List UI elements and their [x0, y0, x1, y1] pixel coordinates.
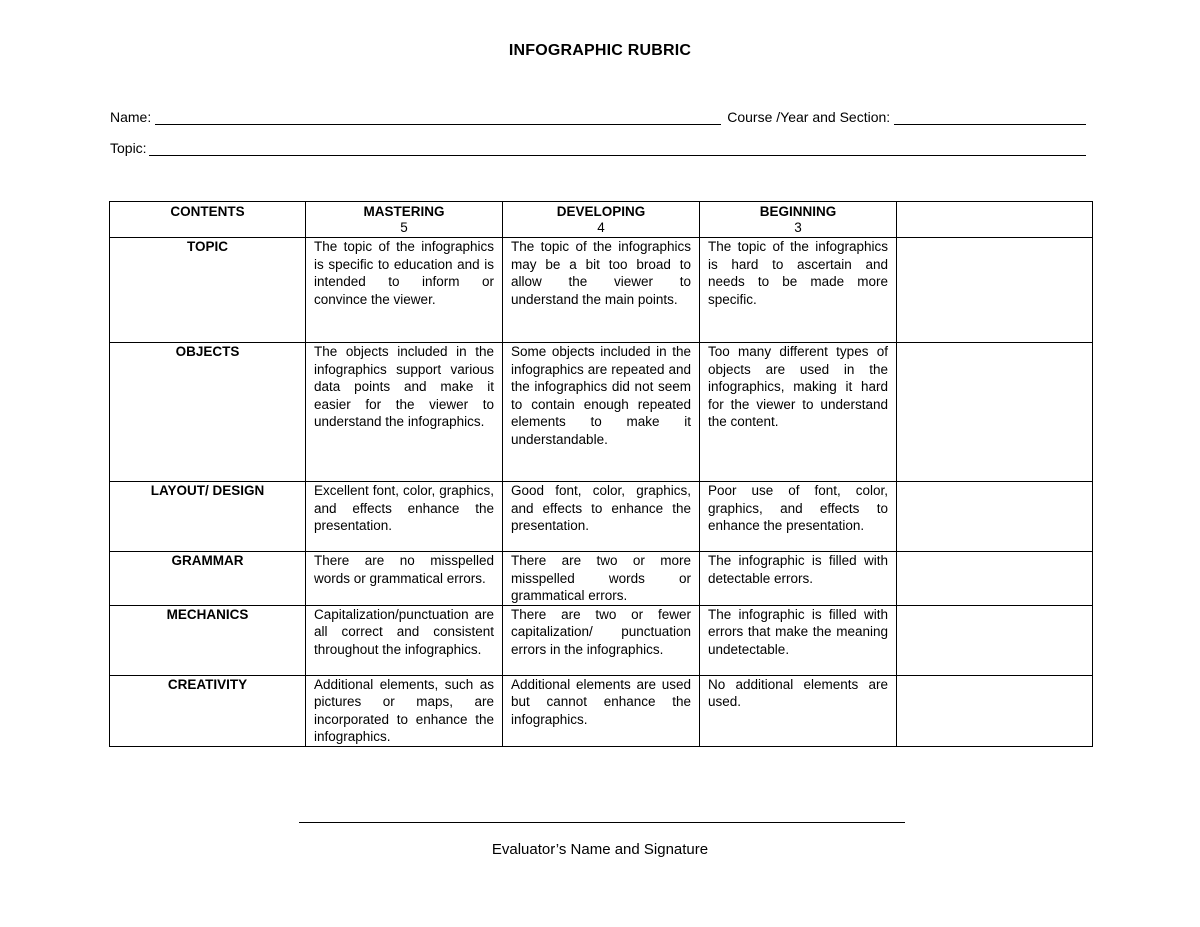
criterion-mechanics: MECHANICS	[110, 605, 306, 675]
table-row	[110, 238, 1093, 343]
cell-beginning: The topic of the infographics is hard to ascertain and needs to be made more specific.	[700, 238, 897, 343]
criterion-topic: TOPIC	[110, 238, 306, 343]
header-mastering	[306, 202, 503, 238]
cell-mastering: There are no misspelled words or grammatical errors.	[306, 552, 503, 606]
table-row	[110, 675, 1093, 746]
table-row	[110, 343, 1093, 482]
cell-developing: Additional elements are used but cannot enhance the infographics.	[503, 675, 700, 746]
header-mastering-score: 5	[400, 220, 408, 235]
cell-mastering: The topic of the infographics is specific to education and is intended to inform or convince the viewer.	[306, 238, 503, 343]
topic-row	[110, 140, 1086, 156]
header-row	[110, 202, 1093, 238]
signature-line[interactable]	[299, 822, 905, 823]
cell-score-empty[interactable]	[897, 238, 1093, 343]
cell-developing: Good font, color, graphics, and effects to enhance the presentation.	[503, 482, 700, 552]
criterion-grammar: GRAMMAR	[110, 552, 306, 606]
header-developing-label: DEVELOPING	[556, 204, 646, 219]
cell-beginning: No additional elements are used.	[700, 675, 897, 746]
cell-beginning: Too many different types of objects are used in the infographics, making it hard for the viewer to understand the content.	[700, 343, 897, 482]
cell-score-empty[interactable]	[897, 552, 1093, 606]
topic-label: Topic:	[110, 140, 147, 156]
header-beginning	[700, 202, 897, 238]
cell-developing: There are two or more misspelled words or grammatical errors.	[503, 552, 700, 606]
cell-beginning: The infographic is filled with errors that make the meaning undetectable.	[700, 605, 897, 675]
cell-score-empty[interactable]	[897, 343, 1093, 482]
name-label: Name:	[110, 109, 152, 125]
cell-mastering: Capitalization/punctuation are all correct and consistent throughout the infographics.	[306, 605, 503, 675]
criterion-creativity: CREATIVITY	[110, 675, 306, 746]
header-contents: CONTENTS	[110, 202, 306, 238]
criterion-objects: OBJECTS	[110, 343, 306, 482]
course-blank-line[interactable]	[894, 111, 1086, 125]
cell-score-empty[interactable]	[897, 605, 1093, 675]
cell-beginning: The infographic is filled with detectable errors.	[700, 552, 897, 606]
header-beginning-score: 3	[794, 220, 802, 235]
cell-developing: Some objects included in the infographics are repeated and the infographics did not seem to contain enough repeated elements to make it understandable.	[503, 343, 700, 482]
table-row	[110, 605, 1093, 675]
cell-mastering: Additional elements, such as pictures or maps, are incorporated to enhance the infographics.	[306, 675, 503, 746]
cell-score-empty[interactable]	[897, 675, 1093, 746]
name-course-row	[110, 109, 1086, 125]
cell-mastering: Excellent font, color, graphics, and effects enhance the presentation.	[306, 482, 503, 552]
cell-score-empty[interactable]	[897, 482, 1093, 552]
cell-developing: There are two or fewer capitalization/ punctuation errors in the infographics.	[503, 605, 700, 675]
cell-beginning: Poor use of font, color, graphics, and effects to enhance the presentation.	[700, 482, 897, 552]
course-label: Course /Year and Section:	[727, 109, 891, 125]
name-blank-line[interactable]	[155, 111, 721, 125]
topic-blank-line[interactable]	[149, 142, 1086, 156]
header-developing-score: 4	[597, 220, 605, 235]
header-developing	[503, 202, 700, 238]
rubric-table	[109, 201, 1093, 747]
cell-developing: The topic of the infographics may be a bit too broad to allow the viewer to understand the main points.	[503, 238, 700, 343]
cell-mastering: The objects included in the infographics support various data points and make it easier for the viewer to understand the infographics.	[306, 343, 503, 482]
header-beginning-label: BEGINNING	[759, 204, 837, 219]
signature-label: Evaluator’s Name and Signature	[491, 841, 709, 858]
header-extra-empty	[897, 202, 1093, 238]
criterion-layout-design: LAYOUT/ DESIGN	[110, 482, 306, 552]
table-row	[110, 482, 1093, 552]
document-title: INFOGRAPHIC RUBRIC	[508, 42, 692, 59]
table-row	[110, 552, 1093, 606]
header-mastering-label: MASTERING	[363, 204, 445, 219]
